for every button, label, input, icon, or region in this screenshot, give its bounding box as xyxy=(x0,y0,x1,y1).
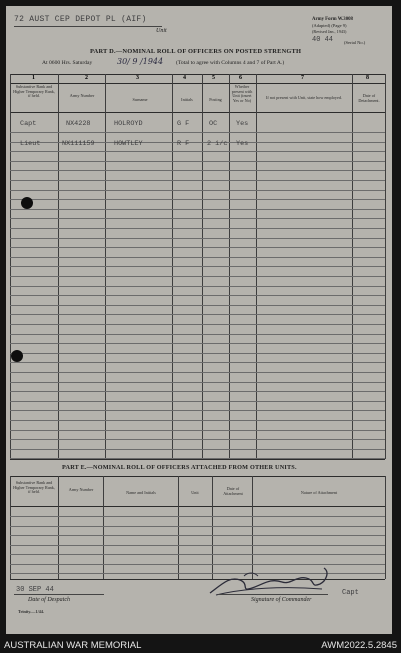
row-rule xyxy=(10,535,385,536)
row-1-number: NX4228 xyxy=(66,120,91,128)
part-d-title: PART D.—NOMINAL ROLL OF OFFICERS ON POSTED STRENGTH xyxy=(90,48,302,55)
footer-credit: AUSTRALIAN WAR MEMORIAL xyxy=(4,640,142,651)
row-rule xyxy=(10,209,385,210)
archive-footer xyxy=(0,637,401,653)
col-num-4: 4 xyxy=(183,75,186,81)
total-note: (Total to agree with Columns 4 and 7 of Part A.) xyxy=(176,60,285,66)
row-rule xyxy=(10,151,385,152)
row-rule xyxy=(10,266,385,267)
e-header-rank: Substantive Rank and Higher Temporary Rank, if held. xyxy=(13,480,55,495)
form-id-1: Army Form W.3008 xyxy=(312,17,353,22)
part-d-top-rule xyxy=(10,74,385,75)
row-rule xyxy=(10,180,385,181)
e-header-unit: Unit xyxy=(191,490,199,495)
column-rule xyxy=(385,476,386,579)
footer-accession: AWM2022.5.2845 xyxy=(321,640,397,651)
row-rule xyxy=(10,286,385,287)
row-rule xyxy=(10,238,385,239)
row-rule xyxy=(10,526,385,527)
row-rule xyxy=(10,420,385,421)
row-rule xyxy=(10,199,385,200)
punch-hole-upper xyxy=(21,197,33,209)
header-rank: Substantive Rank and Higher Temporary Rank, if held. xyxy=(13,84,55,99)
form-id-3: (Revised Jan., 1943) xyxy=(312,29,347,34)
row-rule xyxy=(10,439,385,440)
header-detachment: Date of Detachment. xyxy=(358,93,380,103)
row-rule xyxy=(10,554,385,555)
unit-label: Unit xyxy=(156,28,167,34)
col-num-1: 1 xyxy=(32,75,35,81)
row-rule xyxy=(10,324,385,325)
row-rule xyxy=(10,458,385,459)
e-header-name: Name and Initials xyxy=(126,490,156,495)
punch-hole-lower xyxy=(11,350,23,362)
part-d-bottom-rule xyxy=(10,459,385,460)
row-rule xyxy=(10,305,385,306)
row-2-rank: Lieut xyxy=(20,140,41,148)
header-employment: If not present with Unit, state how employed. xyxy=(266,95,342,100)
despatch-label: Date of Despatch xyxy=(28,597,70,603)
part-e-header-rule xyxy=(10,506,385,507)
row-1-initials: G F xyxy=(177,120,190,128)
e-header-date: Date of Attachment xyxy=(223,486,243,496)
header-posting: Posting xyxy=(209,97,222,102)
col-num-6: 6 xyxy=(239,75,242,81)
row-rule xyxy=(10,353,385,354)
header-surname: Surname xyxy=(132,97,148,102)
row-rule xyxy=(10,161,385,162)
header-bottom-rule xyxy=(10,112,385,113)
row-rule xyxy=(10,247,385,248)
row-rule xyxy=(10,295,385,296)
row-rule xyxy=(10,257,385,258)
part-e-title: PART E.—NOMINAL ROLL OF OFFICERS ATTACHED FROM OTHER UNITS. xyxy=(62,464,297,471)
header-initials: Initials xyxy=(181,97,193,102)
header-army-number: Army Number xyxy=(69,93,95,98)
signature-underline xyxy=(218,594,328,595)
row-1-posting: OC xyxy=(209,120,218,128)
row-rule xyxy=(10,343,385,344)
unit-name-typed: 72 AUST CEP DEPOT PL (AIF) xyxy=(14,15,147,24)
row-1-present: Yes xyxy=(236,120,249,128)
unit-underline xyxy=(14,26,162,27)
row-rule xyxy=(10,228,385,229)
row-2-posting: 2 i/c xyxy=(207,140,228,148)
row-rule xyxy=(10,334,385,335)
handwritten-date: 30/ 9 /1944 xyxy=(117,57,164,66)
row-2-surname: HOWTLEY xyxy=(114,140,143,148)
row-2-number: NX111159 xyxy=(62,140,95,148)
row-1-surname: HOLROYD xyxy=(114,120,143,128)
row-2-present: Yes xyxy=(236,140,249,148)
row-rule xyxy=(10,372,385,373)
row-rule xyxy=(10,391,385,392)
row-rule xyxy=(10,516,385,517)
e-header-army-number: Army Number xyxy=(68,487,94,492)
row-rule xyxy=(10,170,385,171)
col-num-3: 3 xyxy=(136,75,139,81)
part-d-table xyxy=(10,74,385,460)
header-present: Whether present with Unit (insert Yes or No) xyxy=(231,84,253,103)
row-rule xyxy=(10,430,385,431)
form-sheet xyxy=(6,6,392,634)
printer-imprint: Trinity.—1/44. xyxy=(18,609,44,614)
col-number-rule xyxy=(10,83,385,84)
row-rule xyxy=(10,410,385,411)
col-num-5: 5 xyxy=(212,75,215,81)
row-rule xyxy=(10,218,385,219)
part-e-top-rule xyxy=(10,476,385,477)
row-rule xyxy=(10,190,385,191)
row-1-rank: Capt xyxy=(20,120,37,128)
col-num-7: 7 xyxy=(301,75,304,81)
row-rule xyxy=(10,382,385,383)
column-rule xyxy=(385,74,386,459)
at-text: At 0600 Hrs. Saturday xyxy=(42,60,93,66)
col-num-2: 2 xyxy=(85,75,88,81)
despatch-underline xyxy=(14,594,104,595)
row-rule xyxy=(10,276,385,277)
form-id-2: (Adapted) (Page 9) xyxy=(312,23,347,28)
row-rule xyxy=(10,362,385,363)
row-2-initials: R F xyxy=(177,140,190,148)
row-rule xyxy=(10,132,385,133)
row-rule xyxy=(10,314,385,315)
col-num-8: 8 xyxy=(366,75,369,81)
e-header-nature: Nature of Attachment xyxy=(300,490,338,495)
row-rule xyxy=(10,545,385,546)
serial-number: 40 44 xyxy=(312,36,334,44)
despatch-date: 30 SEP 44 xyxy=(16,586,54,594)
row-rule xyxy=(10,401,385,402)
rank-stamp: Capt xyxy=(342,589,359,597)
row-rule xyxy=(10,449,385,450)
signature-label: Signature of Commander xyxy=(251,597,312,603)
serial-label: (Serial No.) xyxy=(344,40,366,45)
